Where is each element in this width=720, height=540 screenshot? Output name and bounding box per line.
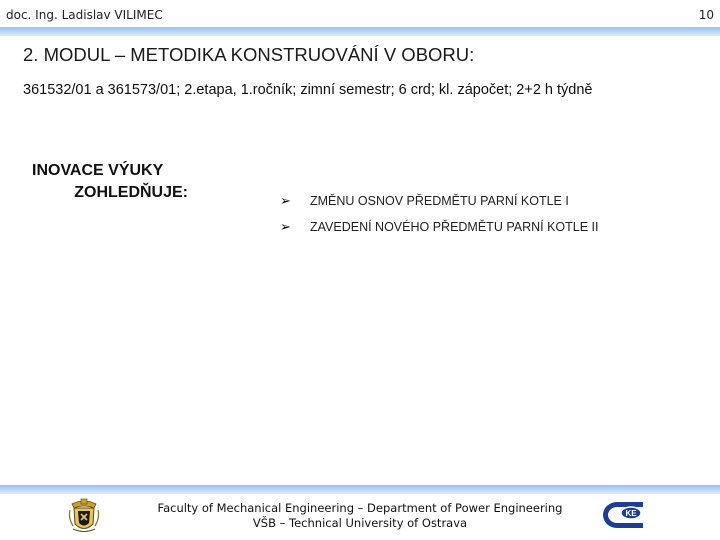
department-logo-icon	[603, 500, 653, 530]
bottom-band	[0, 485, 720, 494]
left-heading-line2: ZOHLEDŇUJE:	[74, 184, 188, 201]
left-heading-line1: INOVACE VÝUKY	[32, 162, 164, 179]
arrow-bullet-icon: ➢	[280, 193, 291, 208]
list-item	[280, 188, 598, 214]
slide-subtitle: 361532/01 a 361573/01; 2.etapa, 1.ročník; zimní semestr; 6 crd; kl. zápočet; 2+2 h týdně	[23, 82, 593, 98]
footer-line2: VŠB – Technical University of Ostrava	[252, 515, 468, 530]
left-heading	[32, 160, 188, 204]
footer-line1: Faculty of Mechanical Engineering – Department of Power Engineering	[157, 501, 563, 515]
arrow-bullet-icon: ➢	[280, 219, 291, 234]
top-band	[0, 27, 720, 36]
bullet-text: ZAVEDENÍ NOVÉHO PŘEDMĚTU PARNÍ KOTLE II	[310, 220, 599, 234]
list-item	[280, 214, 598, 240]
bullet-text: ZMĚNU OSNOV PŘEDMĚTU PARNÍ KOTLE I	[310, 194, 569, 208]
university-crest-icon	[64, 496, 104, 536]
footer-text	[130, 501, 590, 530]
header-author: doc. Ing. Ladislav VILIMEC	[6, 8, 163, 22]
page-number: 10	[698, 8, 714, 22]
slide-title: 2. MODUL – METODIKA KONSTRUOVÁNÍ V OBORU:	[23, 44, 475, 65]
bullet-list	[280, 188, 598, 240]
department-logo-text: KE	[625, 509, 637, 518]
